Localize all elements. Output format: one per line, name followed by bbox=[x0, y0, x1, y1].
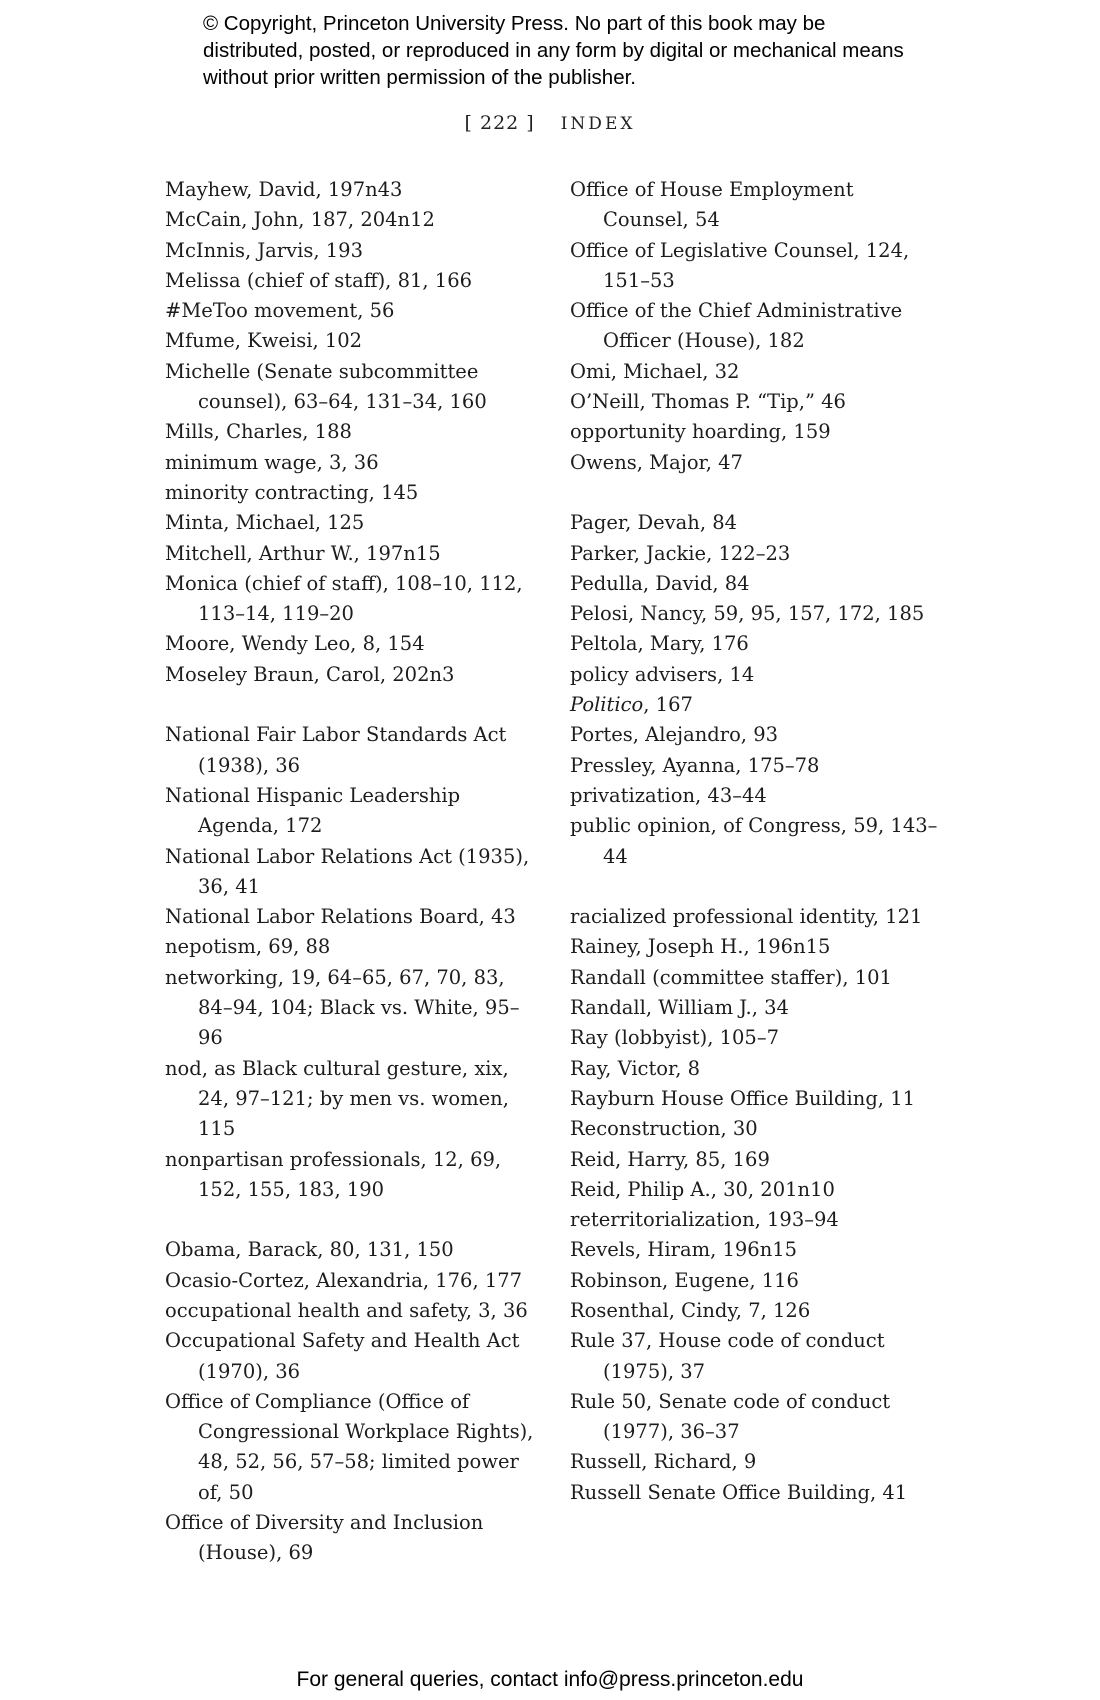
index-entry: Pedulla, David, 84 bbox=[570, 571, 750, 595]
index-entry: National Labor Relations Act (1935), 36, 41 bbox=[165, 844, 530, 898]
index-entry: opportunity hoarding, 159 bbox=[570, 420, 831, 444]
index-entry: National Labor Relations Board, 43 bbox=[165, 905, 516, 929]
index-entry: Office of the Chief Administrative Officer (House), 182 bbox=[570, 299, 903, 353]
index-entry: Moseley Braun, Carol, 202n3 bbox=[165, 662, 455, 686]
index-entry: Portes, Alejandro, 93 bbox=[570, 723, 779, 747]
index-entry: Pressley, Ayanna, 175–78 bbox=[570, 753, 820, 777]
index-entry: Rule 50, Senate code of conduct (1977), 36–37 bbox=[570, 1389, 891, 1444]
index-entry: Rule 37, House code of conduct (1975), 37 bbox=[570, 1329, 885, 1383]
index-entry: policy advisers, 14 bbox=[570, 662, 755, 686]
index-entry: Ray (lobbyist), 105–7 bbox=[570, 1026, 779, 1050]
index-entry: Ocasio-Cortez, Alexandria, 176, 177 bbox=[165, 1268, 523, 1292]
index-entry: minimum wage, 3, 36 bbox=[165, 450, 379, 474]
running-head bbox=[0, 112, 1100, 134]
index-entry: Minta, Michael, 125 bbox=[165, 511, 365, 535]
index-entry: Mitchell, Arthur W., 197n15 bbox=[165, 541, 441, 565]
index-entry: Obama, Barack, 80, 131, 150 bbox=[165, 1238, 454, 1262]
index-entry: racialized professional identity, 121 bbox=[570, 905, 923, 929]
index-entry: nonpartisan professionals, 12, 69, 152, 155, 183, 190 bbox=[165, 1147, 502, 1201]
index-entry: McInnis, Jarvis, 193 bbox=[165, 238, 363, 262]
index-entry: Michelle (Senate subcommittee counsel), 63–64, 131–34, 160 bbox=[165, 359, 487, 414]
letter-group-gap bbox=[570, 872, 945, 902]
index-column-right bbox=[570, 175, 945, 1508]
index-entry: Omi, Michael, 32 bbox=[570, 359, 740, 383]
section-title: INDEX bbox=[560, 114, 636, 134]
letter-group-gap bbox=[165, 1205, 535, 1235]
index-entry: Office of Compliance (Office of Congressional Workplace Rights), 48, 52, 56, 57–58; limited power of, 50 bbox=[165, 1389, 534, 1504]
page-number: [ 222 ] bbox=[464, 112, 535, 134]
index-entry: Reconstruction, 30 bbox=[570, 1117, 758, 1141]
index-entry: Occupational Safety and Health Act (1970), 36 bbox=[165, 1329, 520, 1383]
index-entry bbox=[570, 690, 945, 720]
contact-footer: For general queries, contact info@press.princeton.edu bbox=[296, 1668, 804, 1691]
index-entry: privatization, 43–44 bbox=[570, 783, 767, 807]
index-entry: Moore, Wendy Leo, 8, 154 bbox=[165, 632, 425, 656]
index-entry: networking, 19, 64–65, 67, 70, 83, 84–94, 104; Black vs. White, 95–96 bbox=[165, 965, 520, 1050]
index-entry: Revels, Hiram, 196n15 bbox=[570, 1238, 798, 1262]
index-entry: Monica (chief of staff), 108–10, 112, 113–14, 119–20 bbox=[165, 571, 523, 626]
index-entry: National Hispanic Leadership Agenda, 172 bbox=[165, 783, 461, 838]
index-entry: Mfume, Kweisi, 102 bbox=[165, 329, 363, 353]
index-entry: Randall, William J., 34 bbox=[570, 996, 789, 1020]
index-entry: National Fair Labor Standards Act (1938), 36 bbox=[165, 723, 507, 777]
index-entry: Reid, Harry, 85, 169 bbox=[570, 1147, 770, 1171]
index-entry: Reid, Philip A., 30, 201n10 bbox=[570, 1177, 835, 1201]
index-entry: Parker, Jackie, 122–23 bbox=[570, 541, 791, 565]
index-entry: Pager, Devah, 84 bbox=[570, 511, 738, 535]
index-entry: nod, as Black cultural gesture, xix, 24, 97–121; by men vs. women, 115 bbox=[165, 1056, 509, 1141]
index-entry: Office of Legislative Counsel, 124, 151–53 bbox=[570, 238, 910, 292]
index-entry: occupational health and safety, 3, 36 bbox=[165, 1298, 528, 1322]
index-entry: Owens, Major, 47 bbox=[570, 450, 743, 474]
index-entry: public opinion, of Congress, 59, 143–44 bbox=[570, 814, 938, 868]
index-column-left bbox=[165, 175, 535, 1569]
index-entry: reterritorialization, 193–94 bbox=[570, 1208, 839, 1232]
index-entry: Peltola, Mary, 176 bbox=[570, 632, 749, 656]
index-entry: Rosenthal, Cindy, 7, 126 bbox=[570, 1298, 811, 1322]
index-entry: Robinson, Eugene, 116 bbox=[570, 1268, 799, 1292]
index-entry: Rainey, Joseph H., 196n15 bbox=[570, 935, 831, 959]
index-entry: Ray, Victor, 8 bbox=[570, 1056, 701, 1080]
index-entry: Melissa (chief of staff), 81, 166 bbox=[165, 268, 473, 292]
index-entry: Russell, Richard, 9 bbox=[570, 1450, 757, 1474]
index-entry: Mayhew, David, 197n43 bbox=[165, 178, 403, 201]
index-entry: Pelosi, Nancy, 59, 95, 157, 172, 185 bbox=[570, 602, 925, 626]
index-entry: nepotism, 69, 88 bbox=[165, 935, 331, 959]
index-entry-title: Politico bbox=[570, 693, 644, 717]
index-entry: Office of Diversity and Inclusion (House), 69 bbox=[165, 1511, 484, 1565]
index-entry: minority contracting, 145 bbox=[165, 480, 419, 504]
index-entry: #MeToo movement, 56 bbox=[165, 299, 395, 323]
index-entry-text: , 167 bbox=[643, 693, 693, 717]
index-entry: Russell Senate Office Building, 41 bbox=[570, 1480, 908, 1504]
letter-group-gap bbox=[570, 478, 945, 508]
copyright-notice: © Copyright, Princeton University Press. No part of this book may be distributed, posted, or reproduced in any form by digital or mechanical means without prior written permission of the publisher. bbox=[203, 12, 904, 89]
index-entry: Randall (committee staffer), 101 bbox=[570, 965, 892, 989]
letter-group-gap bbox=[165, 690, 535, 720]
index-entry: McCain, John, 187, 204n12 bbox=[165, 208, 435, 232]
index-entry: O’Neill, Thomas P. “Tip,” 46 bbox=[570, 390, 846, 414]
index-entry: Office of House Employment Counsel, 54 bbox=[570, 178, 854, 232]
index-entry: Rayburn House Office Building, 11 bbox=[570, 1086, 916, 1110]
index-entry: Mills, Charles, 188 bbox=[165, 420, 352, 444]
